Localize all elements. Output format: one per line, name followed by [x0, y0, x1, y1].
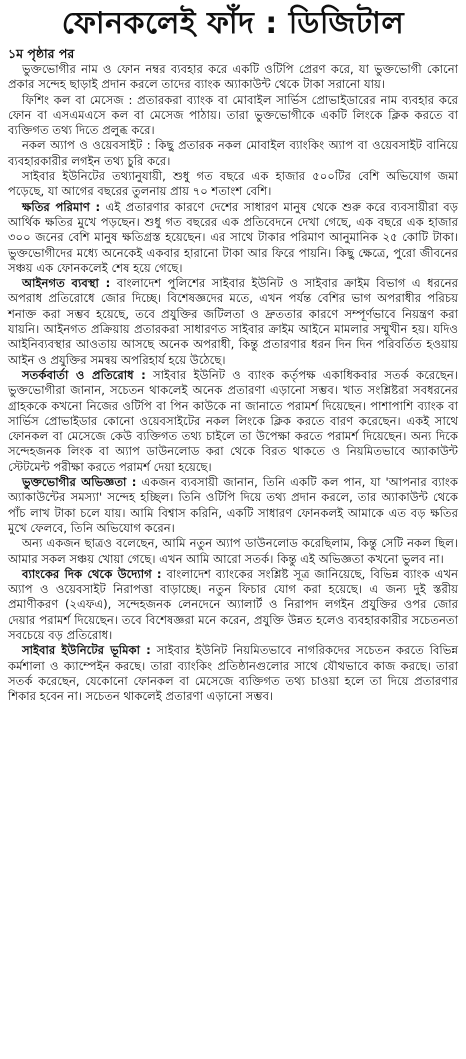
paragraph-text: এই প্রতারণার কারণে দেশের সাধারণ মানুষ থেকে শুরু করে ব্যবসায়ীরা বড় আর্থিক ক্ষতির মুখে পড়ছেন। শুধু গত বছরের এক প্রতিবেদনে দেখা গেছে, এক বছরে এক হাজার ৩০০ জনের বেশি মানুষ ক্ষতিগ্রস্ত হয়েছেন। এর সাথে টাকার পরিমাণ আনুমানিক ২৫ কোটি টাকা। ভুক্তভোগীদের মধ্যে অনেকেই একবার হারানো টাকা আর ফিরে পায়নি। কিছু ক্ষেত্রে, পুরো জীবনের সঞ্চয় এক ফোনকলেই শেষ হয়ে গেছে। [8, 199, 459, 275]
paragraph-text: ভুক্তভোগীর নাম ও ফোন নম্বর ব্যবহার করে একটি ওটিপি প্রেরণ করে, যা ভুক্তভোগী কোনো প্রকার সন্দেহ ছাড়াই প্রদান করলে তাদের ব্যাংক অ্যাকাউন্ট থেকে টাকা সরানো যায়। [8, 62, 458, 92]
article-paragraph [8, 643, 458, 704]
paragraph-text: সাইবার ইউনিট ও ব্যাংক কর্তৃপক্ষ একাধিকবার সতর্ক করেছেন। ভুক্তভোগীরা জানান, সচেতন থাকলেই অনেক প্রতারণা এড়ানো সম্ভব। খাত সংশ্লিষ্টরা সবধরনের গ্রাহককে কখনো নিজের ওটিপি বা পিন কাউকে না জানাতে পরামর্শ দিয়েছেন। পাশাপাশি ব্যাংক বা সার্ভিস প্রোভাইডার কোনো ওয়েবসাইটের নকল লিংকে ক্লিক করতে বারণ করেছেন। একই সাথে ফোনকল বা মেসেজে কেউ ব্যক্তিগত তথ্য চাইলে তা উপেক্ষা করতে পরামর্শ দিয়েছেন। অন্য দিকে সন্দেহজনক লিংক বা অ্যাপ ডাউনলোড করা থেকে বিরত থাকতে ও নিয়মিতভাবে অ্যাকাউন্ট স্টেটমেন্ট পরীক্ষা করতে পরামর্শ দেয়া হয়েছে। [8, 367, 458, 474]
paragraph-subhead: সাইবার ইউনিটের ভূমিকা : [22, 643, 151, 658]
article-paragraph [8, 536, 458, 567]
paragraph-text: নকল অ্যাপ ও ওয়েবসাইট : কিছু প্রতারক নকল মোবাইল ব্যাংকিং অ্যাপ বা ওয়েবসাইট বানিয়ে ব্যবহারকারীর লগইন তথ্য চুরি করে। [8, 138, 458, 168]
paragraph-text: ফিশিং কল বা মেসেজ : প্রতারকরা ব্যাংক বা মোবাইল সার্ভিস প্রোভাইডারের নাম ব্যবহার করে ফোন বা এসএমএসে কল বা মেসেজ পাঠায়। তারা ভুক্তভোগীকে একটি লিংকে ক্লিক করতে বা ব্যক্তিগত তথ্য দিতে প্রলুব্ধ করে। [8, 92, 458, 138]
paragraph-subhead: সতর্কবার্তা ও প্রতিরোধ : [22, 367, 146, 382]
article-paragraph [8, 138, 458, 169]
paragraph-text: সাইবার ইউনিট নিয়মিতভাবে নাগরিকদের সচেতন করতে বিভিন্ন কর্মশালা ও ক্যাম্পেইন করছে। তারা ব্যাংকিং প্রতিষ্ঠানগুলোর সাথে যৌথভাবে কাজ করছে। তারা সতর্ক করেছেন, যেকোনো ফোনকল বা মেসেজে ব্যক্তিগত তথ্য চাওয়া হলে তা দিয়ে প্রতারণার শিকার হবেন না। সচেতন থাকলেই প্রতারণা এড়ানো সম্ভব। [8, 643, 458, 704]
article-paragraph [8, 276, 458, 368]
paragraph-text: বাংলাদেশ পুলিশের সাইবার ইউনিট ও সাইবার ক্রাইম বিভাগ এ ধরনের অপরাধ প্রতিরোধে জোর দিচ্ছে। বিশেষজ্ঞদের মতে, এখন পর্যন্ত বেশির ভাগ অপরাধীর পরিচয় শনাক্ত করা সম্ভব হয়েছে, তবে প্রযুক্তির জটিলতা ও দ্রুততার কারণে সম্পূর্ণভাবে নিয়ন্ত্রণ করা যায়নি। আইনগত প্রক্রিয়ায় প্রতারকরা সাধারণত সাইবার ক্রাইম আইনে মামলার সম্মুখীন হয়। যদিও আইনিব্যবস্থার আওতায় আসছে অনেক অপরাধী, কিন্তু প্রতারণার ধরন দিন দিন পরিবর্তিত হওয়ায় আইন ও প্রযুক্তির সমন্বয় অপরিহার্য হয়ে উঠেছে। [8, 276, 459, 367]
article-paragraph [8, 169, 458, 200]
paragraph-text: অন্য একজন ছাত্রও বলেছেন, আমি নতুন অ্যাপ ডাউনলোড করেছিলাম, কিন্তু সেটি নকল ছিল। আমার সকল সঞ্চয় খোয়া গেছে। এখন আমি আরো সতর্ক। কিন্তু এই অভিজ্ঞতা কখনো ভুলব না। [8, 536, 458, 566]
paragraph-subhead: ভুক্তভোগীর অভিজ্ঞতা : [22, 475, 137, 490]
article-paragraph [8, 200, 458, 276]
paragraph-subhead: ব্যাংকের দিক থেকে উদ্যোগ : [22, 566, 162, 581]
article-paragraph [8, 475, 458, 536]
paragraph-text: বাংলাদেশ ব্যাংকের সংশ্লিষ্ট সূত্র জানিয়েছে, বিভিন্ন ব্যাংক এখন অ্যাপ ও ওয়েবসাইট নিরাপত্তা বাড়াচ্ছে। নতুন ফিচার যোগ করা হয়েছে। এ জন্য দুই স্তরীয় প্রমাণীকরণ (২এফএ), সন্দেহজনক লেনদেনে অ্যালার্ট ও নিরাপদ লগইন প্রযুক্তির ওপর জোর দেয়ার পরামর্শ দিয়েছেন। তবে বিশেষজ্ঞরা মনে করেন, প্রযুক্তি উন্নত হলেও ব্যবহারকারীর সচেতনতা সবচেয়ে বড় প্রতিরোধ। [8, 566, 458, 642]
article-paragraph [8, 567, 458, 643]
paragraph-subhead: ক্ষতির পরিমাণ : [22, 199, 101, 214]
article-paragraph [8, 368, 458, 475]
article-paragraph [8, 62, 458, 93]
paragraph-subhead: আইনগত ব্যবস্থা : [22, 276, 111, 291]
article-paragraph [8, 93, 458, 139]
paragraph-text: সাইবার ইউনিটের তথ্যানুযায়ী, শুধু গত বছরে এক হাজার ৫০০টির বেশি অভিযোগ জমা পড়েছে, যা আগের বছরের তুলনায় প্রায় ৭০ শতাংশ বেশি। [8, 169, 458, 199]
paragraph-text: একজন ব্যবসায়ী জানান, তিনি একটি কল পান, যা 'আপনার ব্যাংক অ্যাকাউন্টের সমস্যা' সন্দেহ হচ্ছিল। তিনি ওটিপি দিয়ে তথ্য প্রদান করলে, তার অ্যাকাউন্ট থেকে পাঁচ লাখ টাকা চলে যায়। আমি বিশ্বাস করিনি, একটি সাধারণ ফোনকলই আমাকে এত বড় ক্ষতির মুখে ফেলবে, তিনি অভিযোগ করেন। [8, 475, 459, 535]
continuation-note: ১ম পৃষ্ঠার পর [8, 46, 75, 61]
article-body [8, 62, 458, 704]
headline: ফোনকলেই ফাঁদ : ডিজিটাল [61, 6, 405, 41]
